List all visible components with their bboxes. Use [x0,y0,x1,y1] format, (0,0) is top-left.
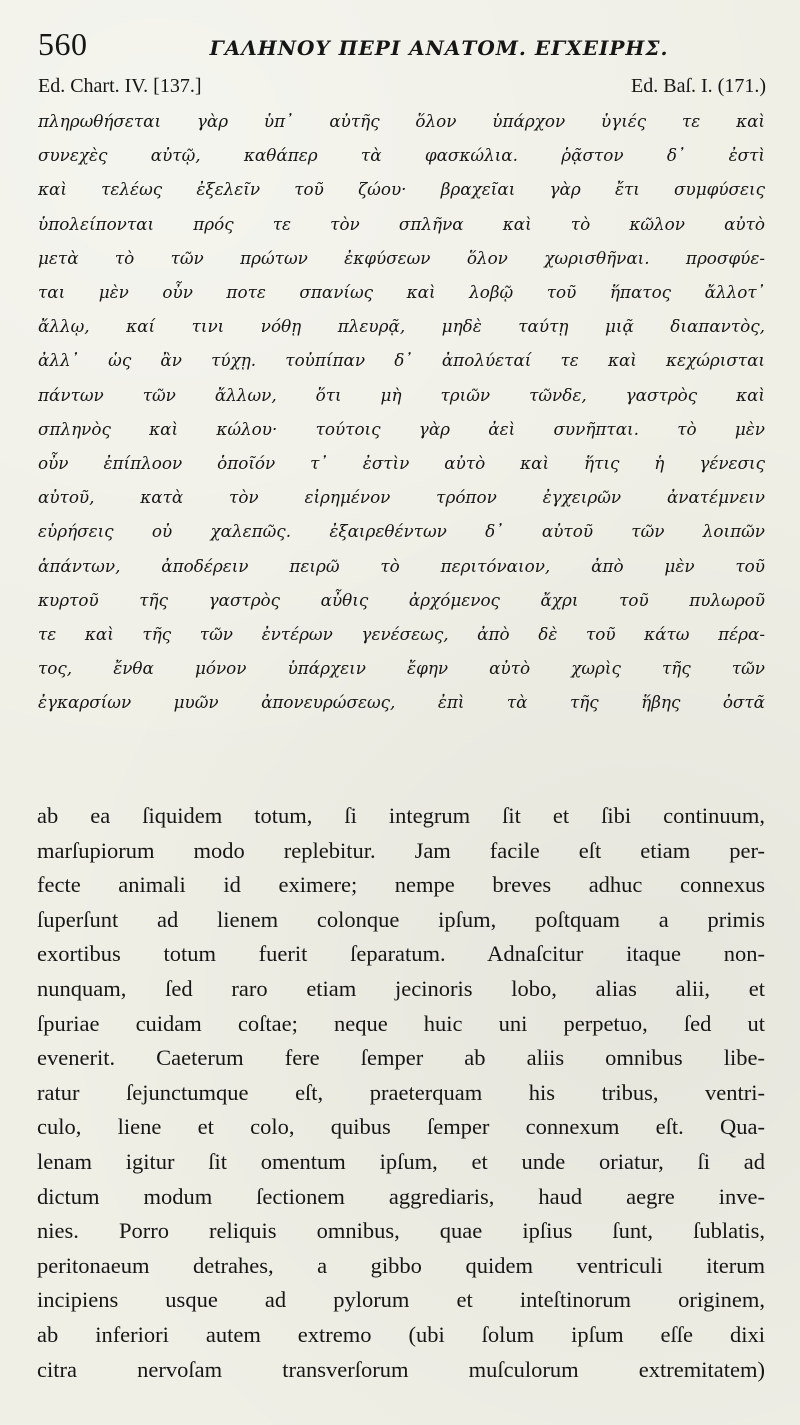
latin-line: ratur ſejunctumque eſt, praeterquam his tribus, ventri- [37,1079,765,1105]
edition-references [38,72,766,100]
page-header [38,24,770,64]
latin-line: lenam igitur ſit omentum ipſum, et unde oriatur, ſi ad [37,1148,765,1174]
greek-line: κυρτοῦ τῆς γαστρὸς αὖθις ἀρχόμενος ἄχρι τοῦ πυλωροῦ [38,589,765,610]
greek-line: ὑπολείπονται πρός τε τὸν σπλῆνα καὶ τὸ κῶλον αὐτὸ [38,213,765,234]
latin-text-block [37,799,765,1387]
greek-line: αὐτοῦ, κατὰ τὸν εἰρημένον τρόπον ἐγχειρῶν ἀνατέμνειν [38,487,765,508]
greek-line: ἄλλῳ, καί τινι νόθῃ πλευρᾷ, μηδὲ ταύτῃ μιᾷ διαπαντὸς, [38,316,765,337]
latin-line: citra nervoſam transverſorum muſculorum extremitatem) [37,1356,765,1382]
latin-line: fecte animali id eximere; nempe breves adhuc connexus [37,872,765,898]
latin-line: ſpuriae cuidam coſtae; neque huic uni perpetuo, ſed ut [37,1010,765,1036]
greek-line: ἐγκαρσίων μυῶν ἀπονευρώσεως, ἐπὶ τὰ τῆς ἥβης ὀστᾶ [38,692,765,713]
greek-line: ται μὲν οὖν ποτε σπανίως καὶ λοβῷ τοῦ ἥπατος ἄλλοτ᾽ [38,282,765,303]
latin-line: nies. Porro reliquis omnibus, quae ipſius ſunt, ſublatis, [37,1218,765,1244]
greek-line: ἁπάντων, ἀποδέρειν πειρῶ τὸ περιτόναιον, ἀπὸ μὲν τοῦ [38,555,765,576]
greek-line: εὑρήσεις οὐ χαλεπῶς. ἐξαιρεθέντων δ᾽ αὐτοῦ τῶν λοιπῶν [38,521,765,542]
greek-line: καὶ τελέως ἐξελεῖν τοῦ ζώου· βραχεῖαι γὰρ ἔτι συμφύσεις [38,179,765,200]
latin-line: evenerit. Caeterum fere ſemper ab aliis omnibus libe- [37,1045,765,1071]
latin-line: peritonaeum detrahes, a gibbo quidem ventriculi iterum [37,1252,765,1278]
latin-line: dictum modum ſectionem aggrediaris, haud aegre inve- [37,1183,765,1209]
latin-line: ſuperſunt ad lienem colonque ipſum, poſtquam a primis [37,906,765,932]
greek-line: τος, ἔνθα μόνον ὑπάρχειν ἔφην αὐτὸ χωρὶς τῆς τῶν [38,658,765,679]
latin-line: exortibus totum fuerit ſeparatum. Adnaſcitur itaque non- [37,941,765,967]
latin-line: nunquam, ſed raro etiam jecinoris lobo, alias alii, et [37,975,765,1001]
edition-right: Ed. Baſ. I. (171.) [631,75,766,97]
latin-line: marſupiorum modo replebitur. Jam facile eſt etiam per- [37,837,765,863]
running-title: ΓΑΛΗΝΟΥ ΠΕΡΙ ΑΝΑΤΟΜ. ΕΓΧΕΙΡΗΣ. [209,36,669,60]
latin-line: incipiens usque ad pylorum et inteſtinorum originem, [37,1287,765,1313]
greek-line: ἀλλ᾽ ὡς ἂν τύχῃ. τοὐπίπαν δ᾽ ἀπολύεταί τε καὶ κεχώρισται [38,350,765,371]
greek-line: πάντων τῶν ἄλλων, ὅτι μὴ τριῶν τῶνδε, γαστρὸς καὶ [38,384,765,405]
greek-line: οὖν ἐπίπλοον ὁποῖόν τ᾽ ἐστὶν αὐτὸ καὶ ἥτις ἡ γένεσις [38,453,765,474]
page-number: 560 [38,26,88,62]
latin-line: culo, liene et colo, quibus ſemper connexum eſt. Qua- [37,1114,765,1140]
greek-line: συνεχὲς αὐτῷ, καθάπερ τὰ φασκώλια. ῥᾷστον δ᾽ ἐστὶ [38,145,765,166]
greek-text-block [38,104,765,720]
edition-left: Ed. Chart. IV. [137.] [38,75,202,97]
greek-line: τε καὶ τῆς τῶν ἐντέρων γενέσεως, ἀπὸ δὲ τοῦ κάτω πέρα- [38,624,765,645]
latin-line: ab ea ſiquidem totum, ſi integrum ſit et ſibi continuum, [37,803,765,828]
greek-line: σπληνὸς καὶ κώλου· τούτοις γὰρ ἀεὶ συνῆπται. τὸ μὲν [38,418,765,439]
greek-line: μετὰ τὸ τῶν πρώτων ἐκφύσεων ὅλον χωρισθῆναι. προσφύε- [38,247,765,268]
latin-line: ab inferiori autem extremo (ubi ſolum ipſum eſſe dixi [37,1321,765,1347]
greek-line: πληρωθήσεται γὰρ ὑπ᾽ αὐτῆς ὅλον ὑπάρχον ὑγιές τε καὶ [38,111,765,131]
